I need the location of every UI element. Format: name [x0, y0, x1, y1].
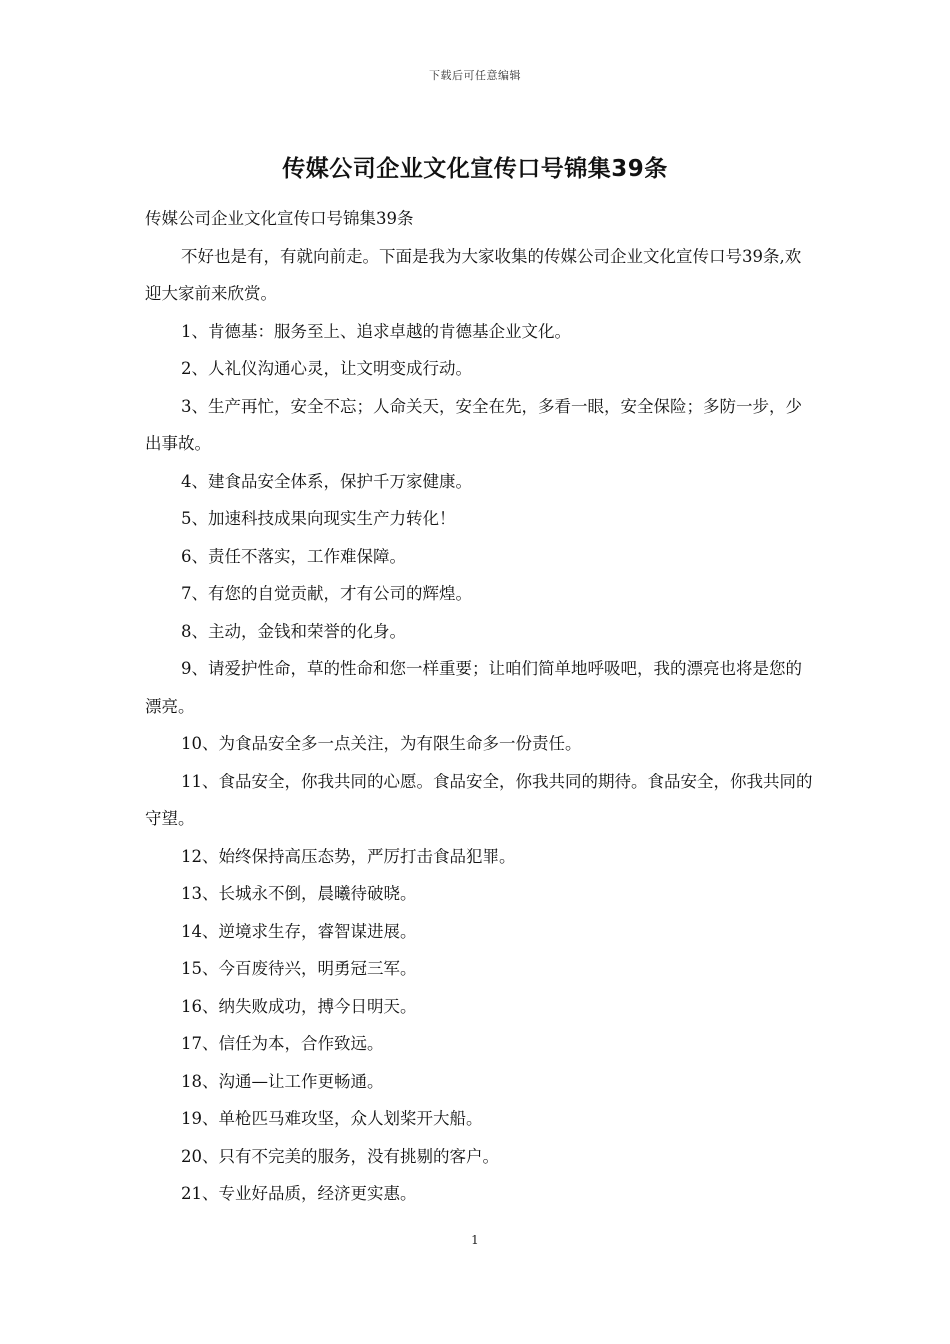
slogan-item: 14、逆境求生存，睿智谋进展。: [181, 921, 417, 941]
slogan-item: 1、肯德基：服务至上、追求卓越的肯德基企业文化。: [181, 321, 571, 341]
slogan-item: 7、有您的自觉贡献，才有公司的辉煌。: [181, 584, 472, 603]
document-body: [145, 200, 817, 1213]
slogan-item: 16、纳失败成功，搏今日明天。: [181, 996, 417, 1016]
slogan-item: 6、责任不落实，工作难保障。: [181, 546, 406, 566]
slogan-item: 11、食品安全，你我共同的心愿。食品安全，你我共同的期待。食品安全，你我共同的守望。: [145, 771, 813, 828]
slogan-item: 4、建食品安全体系，保护千万家健康。: [181, 471, 472, 491]
header-note: 下载后可任意编辑: [429, 69, 521, 82]
slogan-item: 17、信任为本，合作致远。: [181, 1034, 384, 1053]
slogan-item: 10、为食品安全多一点关注，为有限生命多一份责任。: [181, 734, 582, 753]
slogan-item: 13、长城永不倒，晨曦待破晓。: [181, 884, 417, 903]
page-number: 1: [471, 1233, 479, 1247]
slogan-item: 12、始终保持高压态势，严厉打击食品犯罪。: [181, 846, 516, 866]
slogan-item: 20、只有不完美的服务，没有挑剔的客户。: [181, 1146, 499, 1166]
slogan-item: 3、生产再忙，安全不忘；人命关天，安全在先，多看一眼，安全保险；多防一步，少出事故。: [145, 396, 802, 453]
document-title: 传媒公司企业文化宣传口号锦集39条: [282, 156, 668, 182]
slogan-item: 2、人礼仪沟通心灵，让文明变成行动。: [181, 359, 472, 378]
slogan-item: 9、请爱护性命，草的性命和您一样重要；让咱们简单地呼吸吧，我的漂亮也将是您的漂亮。: [145, 659, 802, 716]
intro-paragraph: 不好也是有，有就向前走。下面是我为大家收集的传媒公司企业文化宣传口号39条,欢迎大家前来欣赏。: [145, 246, 802, 303]
slogan-item: 8、主动，金钱和荣誉的化身。: [181, 621, 406, 641]
slogan-item: 19、单枪匹马难攻坚，众人划桨开大船。: [181, 1109, 483, 1128]
slogan-item: 5、加速科技成果向现实生产力转化！: [181, 509, 456, 528]
slogan-item: 15、今百废待兴，明勇冠三军。: [181, 959, 417, 978]
slogan-item: 18、沟通—让工作更畅通。: [181, 1071, 384, 1091]
subtitle: 传媒公司企业文化宣传口号锦集39条: [145, 209, 414, 228]
slogan-item: 21、专业好品质，经济更实惠。: [181, 1184, 417, 1203]
